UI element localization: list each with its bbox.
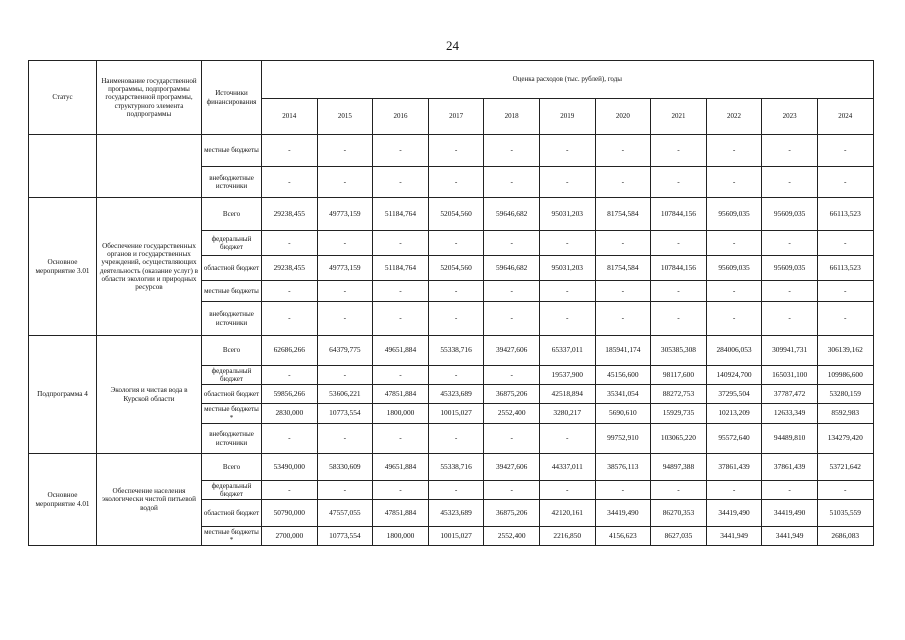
value-cell: 109986,600 — [817, 366, 873, 385]
value-cell: - — [651, 302, 707, 336]
value-cell: 53280,159 — [817, 385, 873, 404]
value-cell: - — [317, 231, 373, 256]
source-cell: областной бюджет — [202, 256, 262, 281]
value-cell: - — [373, 302, 429, 336]
value-cell: - — [539, 302, 595, 336]
value-cell: 29238,455 — [262, 198, 318, 231]
value-cell: - — [595, 281, 651, 302]
value-cell: 65337,011 — [539, 336, 595, 366]
value-cell: - — [706, 481, 762, 500]
value-cell: - — [539, 424, 595, 454]
value-cell: - — [317, 135, 373, 167]
value-cell: 52054,560 — [428, 256, 484, 281]
value-cell: 306139,162 — [817, 336, 873, 366]
value-cell: - — [317, 167, 373, 198]
value-cell: 44337,011 — [539, 454, 595, 481]
value-cell: 3441,949 — [762, 527, 818, 546]
source-cell: внебюджетные источники — [202, 424, 262, 454]
value-cell: - — [262, 281, 318, 302]
value-cell: 52054,560 — [428, 198, 484, 231]
value-cell: 34419,490 — [762, 500, 818, 527]
source-cell: Всего — [202, 454, 262, 481]
value-cell: - — [651, 135, 707, 167]
value-cell: 36875,206 — [484, 385, 540, 404]
value-cell: 3280,217 — [539, 404, 595, 424]
value-cell: 58330,609 — [317, 454, 373, 481]
value-cell: - — [317, 281, 373, 302]
source-cell: федеральный бюджет — [202, 231, 262, 256]
value-cell: - — [428, 135, 484, 167]
value-cell: 99752,910 — [595, 424, 651, 454]
name-cell: Экология и чистая вода в Курской области — [97, 336, 202, 454]
page-number: 24 — [446, 38, 459, 53]
year-header: 2024 — [817, 99, 873, 135]
value-cell: 305385,308 — [651, 336, 707, 366]
value-cell: 81754,584 — [595, 198, 651, 231]
year-header: 2017 — [428, 99, 484, 135]
value-cell: 2700,000 — [262, 527, 318, 546]
value-cell: - — [706, 302, 762, 336]
year-header: 2018 — [484, 99, 540, 135]
value-cell: - — [317, 366, 373, 385]
value-cell: 95609,035 — [706, 198, 762, 231]
value-cell: 45156,600 — [595, 366, 651, 385]
value-cell: - — [539, 167, 595, 198]
value-cell: 2552,400 — [484, 527, 540, 546]
value-cell: - — [595, 167, 651, 198]
value-cell: - — [262, 167, 318, 198]
value-cell: 53721,642 — [817, 454, 873, 481]
value-cell: - — [373, 135, 429, 167]
value-cell: 37295,504 — [706, 385, 762, 404]
value-cell: 51035,559 — [817, 500, 873, 527]
value-cell: 95609,035 — [762, 256, 818, 281]
value-cell: - — [428, 167, 484, 198]
status-cell: Подпрограмма 4 — [29, 336, 97, 454]
value-cell: 62686,266 — [262, 336, 318, 366]
value-cell: 8627,035 — [651, 527, 707, 546]
source-cell: местные бюджеты * — [202, 404, 262, 424]
name-cell: Обеспечение населения экологически чистой питьевой водой — [97, 454, 202, 546]
source-cell: внебюджетные источники — [202, 302, 262, 336]
year-header: 2023 — [762, 99, 818, 135]
value-cell: 59646,682 — [484, 198, 540, 231]
table-body — [29, 135, 874, 546]
value-cell: 34419,490 — [595, 500, 651, 527]
source-cell: федеральный бюджет — [202, 481, 262, 500]
value-cell: - — [428, 281, 484, 302]
value-cell: - — [428, 424, 484, 454]
value-cell: 134279,420 — [817, 424, 873, 454]
value-cell: 1800,000 — [373, 527, 429, 546]
value-cell: 66113,523 — [817, 198, 873, 231]
value-cell: - — [484, 135, 540, 167]
source-cell: Всего — [202, 198, 262, 231]
value-cell: 59856,266 — [262, 385, 318, 404]
value-cell: - — [762, 167, 818, 198]
value-cell: 2830,000 — [262, 404, 318, 424]
value-cell: 51184,764 — [373, 198, 429, 231]
year-header: 2014 — [262, 99, 318, 135]
value-cell: 95572,640 — [706, 424, 762, 454]
header-source: Источники финансирования — [202, 61, 262, 135]
value-cell: 165031,100 — [762, 366, 818, 385]
value-cell: - — [762, 135, 818, 167]
table-row — [29, 135, 874, 167]
value-cell: 66113,523 — [817, 256, 873, 281]
value-cell: - — [317, 424, 373, 454]
source-cell: федеральный бюджет — [202, 366, 262, 385]
name-cell — [97, 135, 202, 198]
value-cell: 107844,156 — [651, 198, 707, 231]
value-cell: - — [373, 366, 429, 385]
value-cell: 42518,894 — [539, 385, 595, 404]
value-cell: - — [651, 167, 707, 198]
value-cell: 42120,161 — [539, 500, 595, 527]
value-cell: - — [539, 281, 595, 302]
value-cell: - — [817, 167, 873, 198]
value-cell: 39427,606 — [484, 454, 540, 481]
value-cell: 2686,083 — [817, 527, 873, 546]
value-cell: - — [651, 281, 707, 302]
value-cell: - — [317, 481, 373, 500]
source-cell: местные бюджеты — [202, 135, 262, 167]
value-cell: - — [651, 231, 707, 256]
value-cell: - — [484, 424, 540, 454]
value-cell: - — [762, 281, 818, 302]
source-cell: местные бюджеты — [202, 281, 262, 302]
value-cell: 10773,554 — [317, 527, 373, 546]
value-cell: - — [373, 481, 429, 500]
value-cell: - — [262, 366, 318, 385]
table-row — [29, 336, 874, 366]
value-cell: 39427,606 — [484, 336, 540, 366]
value-cell: 51184,764 — [373, 256, 429, 281]
value-cell: 55338,716 — [428, 454, 484, 481]
value-cell: 49773,159 — [317, 198, 373, 231]
header-estimate: Оценка расходов (тыс. рублей), годы — [262, 61, 874, 99]
value-cell: - — [706, 167, 762, 198]
value-cell: - — [651, 481, 707, 500]
value-cell: 140924,700 — [706, 366, 762, 385]
table-row — [29, 198, 874, 231]
value-cell: - — [539, 481, 595, 500]
header-status: Статус — [29, 61, 97, 135]
value-cell: - — [706, 231, 762, 256]
value-cell: - — [428, 231, 484, 256]
value-cell: - — [484, 481, 540, 500]
value-cell: - — [428, 366, 484, 385]
value-cell: 309941,731 — [762, 336, 818, 366]
value-cell: - — [706, 135, 762, 167]
value-cell: 47851,884 — [373, 500, 429, 527]
value-cell: 12633,349 — [762, 404, 818, 424]
year-header: 2016 — [373, 99, 429, 135]
value-cell: 95609,035 — [706, 256, 762, 281]
value-cell: 15929,735 — [651, 404, 707, 424]
source-cell: областной бюджет — [202, 385, 262, 404]
value-cell: - — [428, 481, 484, 500]
table-row — [29, 454, 874, 481]
value-cell: 185941,174 — [595, 336, 651, 366]
value-cell: - — [817, 302, 873, 336]
value-cell: 34419,490 — [706, 500, 762, 527]
value-cell: 47851,884 — [373, 385, 429, 404]
value-cell: 10015,027 — [428, 527, 484, 546]
value-cell: 49651,884 — [373, 454, 429, 481]
header-name: Наименование государственной программы, подпрограммы государственной программы, структурного элемента подпрограммы — [97, 61, 202, 135]
value-cell: 81754,584 — [595, 256, 651, 281]
value-cell: 38576,113 — [595, 454, 651, 481]
value-cell: 95031,203 — [539, 256, 595, 281]
value-cell: 37787,472 — [762, 385, 818, 404]
value-cell: 47557,055 — [317, 500, 373, 527]
budget-table — [28, 60, 874, 546]
value-cell: 94489,810 — [762, 424, 818, 454]
value-cell: - — [262, 481, 318, 500]
value-cell: 55338,716 — [428, 336, 484, 366]
value-cell: - — [817, 135, 873, 167]
status-cell — [29, 135, 97, 198]
value-cell: 49651,884 — [373, 336, 429, 366]
value-cell: 29238,455 — [262, 256, 318, 281]
value-cell: 53490,000 — [262, 454, 318, 481]
value-cell: 37861,439 — [706, 454, 762, 481]
value-cell: - — [484, 302, 540, 336]
value-cell: 45323,689 — [428, 385, 484, 404]
value-cell: 5690,610 — [595, 404, 651, 424]
value-cell: 64379,775 — [317, 336, 373, 366]
value-cell: 95609,035 — [762, 198, 818, 231]
value-cell: 86270,353 — [651, 500, 707, 527]
value-cell: - — [373, 281, 429, 302]
value-cell: 1800,000 — [373, 404, 429, 424]
year-header: 2020 — [595, 99, 651, 135]
value-cell: 103065,220 — [651, 424, 707, 454]
value-cell: - — [373, 167, 429, 198]
value-cell: - — [817, 481, 873, 500]
value-cell: - — [539, 135, 595, 167]
value-cell: - — [595, 135, 651, 167]
value-cell: - — [817, 281, 873, 302]
value-cell: - — [484, 281, 540, 302]
value-cell: - — [762, 231, 818, 256]
value-cell: 10015,027 — [428, 404, 484, 424]
value-cell: - — [484, 167, 540, 198]
value-cell: 88272,753 — [651, 385, 707, 404]
value-cell: 98117,600 — [651, 366, 707, 385]
value-cell: 36875,206 — [484, 500, 540, 527]
year-header: 2019 — [539, 99, 595, 135]
value-cell: 8592,983 — [817, 404, 873, 424]
value-cell: - — [262, 231, 318, 256]
value-cell: 284006,053 — [706, 336, 762, 366]
value-cell: 59646,682 — [484, 256, 540, 281]
value-cell: 2552,400 — [484, 404, 540, 424]
value-cell: 10213,209 — [706, 404, 762, 424]
value-cell: - — [595, 231, 651, 256]
value-cell: 19537,900 — [539, 366, 595, 385]
value-cell: - — [262, 424, 318, 454]
value-cell: 2216,850 — [539, 527, 595, 546]
value-cell: - — [428, 302, 484, 336]
status-cell: Основное мероприятие 3.01 — [29, 198, 97, 336]
value-cell: - — [373, 424, 429, 454]
value-cell: - — [817, 231, 873, 256]
value-cell: - — [595, 302, 651, 336]
year-header: 2022 — [706, 99, 762, 135]
value-cell: 4156,623 — [595, 527, 651, 546]
value-cell: - — [539, 231, 595, 256]
value-cell: 53606,221 — [317, 385, 373, 404]
value-cell: - — [484, 366, 540, 385]
value-cell: - — [484, 231, 540, 256]
value-cell: - — [262, 302, 318, 336]
value-cell: 45323,689 — [428, 500, 484, 527]
source-cell: местные бюджеты * — [202, 527, 262, 546]
source-cell: Всего — [202, 336, 262, 366]
value-cell: - — [762, 302, 818, 336]
value-cell: 95031,203 — [539, 198, 595, 231]
value-cell: 50790,000 — [262, 500, 318, 527]
value-cell: 49773,159 — [317, 256, 373, 281]
value-cell: 35341,054 — [595, 385, 651, 404]
value-cell: 3441,949 — [706, 527, 762, 546]
value-cell: 94897,388 — [651, 454, 707, 481]
year-header: 2015 — [317, 99, 373, 135]
source-cell: внебюджетные источники — [202, 167, 262, 198]
value-cell: - — [373, 231, 429, 256]
year-header: 2021 — [651, 99, 707, 135]
status-cell: Основное мероприятие 4.01 — [29, 454, 97, 546]
value-cell: - — [706, 281, 762, 302]
value-cell: - — [595, 481, 651, 500]
name-cell: Обеспечение государственных органов и государственных учреждений, осуществляющих деятельность (оказание услуг) в области экологии и природных ресурсов — [97, 198, 202, 336]
value-cell: - — [262, 135, 318, 167]
value-cell: 107844,156 — [651, 256, 707, 281]
value-cell: - — [762, 481, 818, 500]
source-cell: областной бюджет — [202, 500, 262, 527]
value-cell: - — [317, 302, 373, 336]
value-cell: 37861,439 — [762, 454, 818, 481]
value-cell: 10773,554 — [317, 404, 373, 424]
